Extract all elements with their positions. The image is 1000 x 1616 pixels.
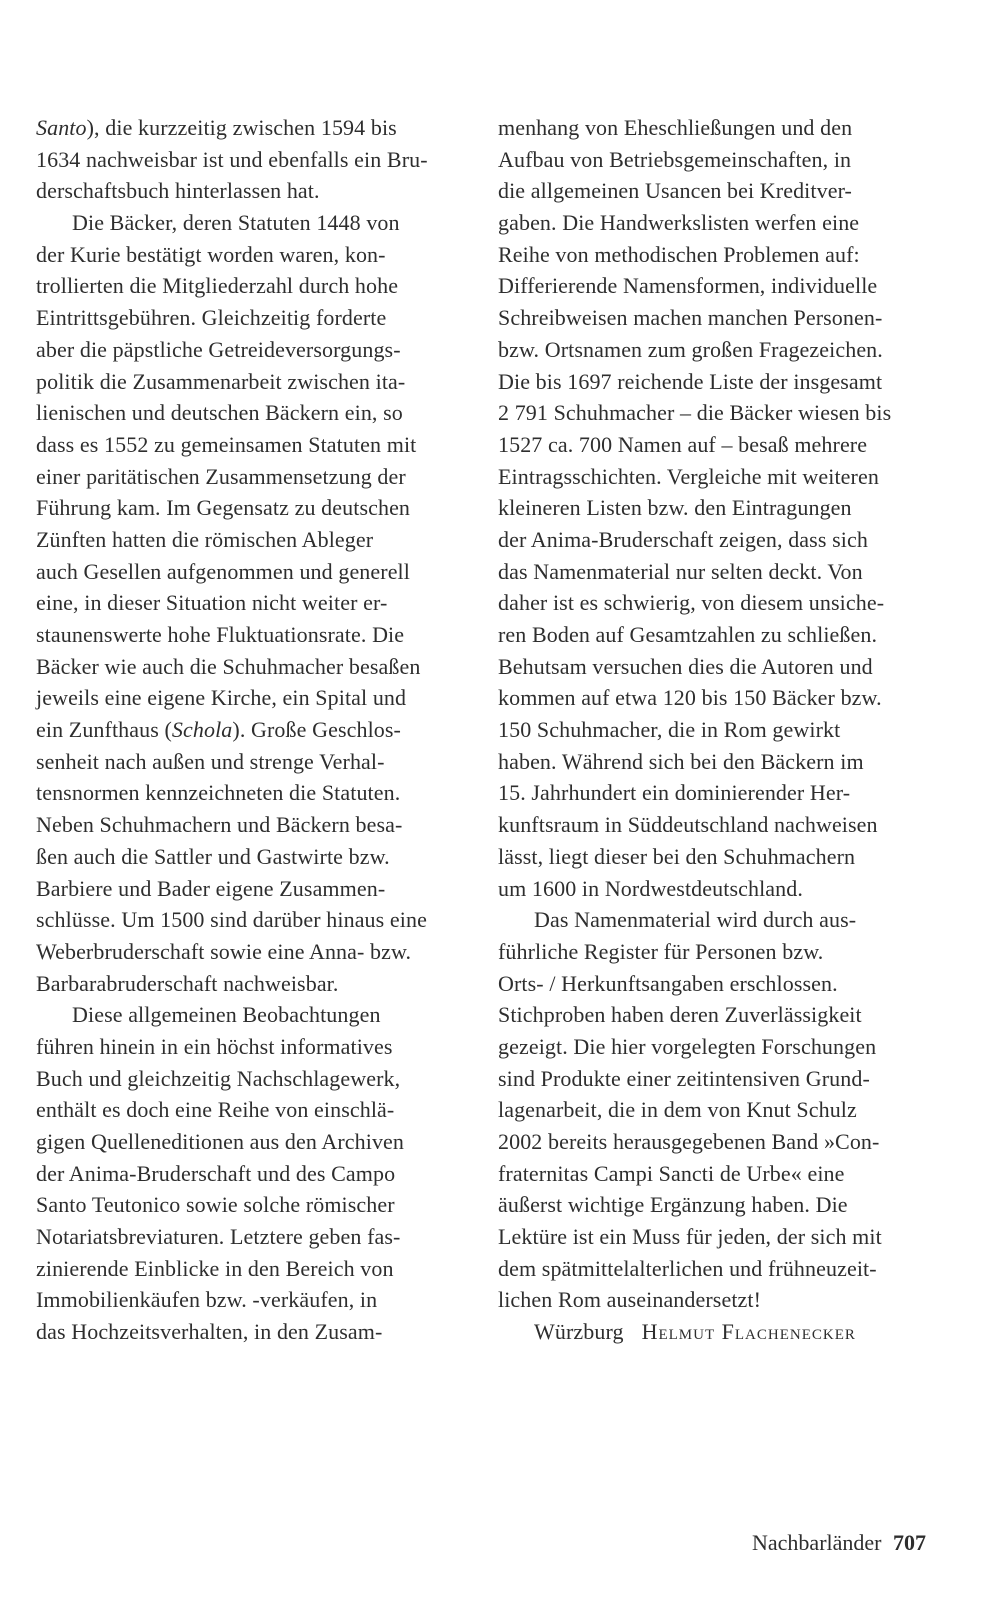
text-run: jeweils eine eigene Kirche, ein Spital und	[36, 685, 407, 711]
text-run: der Anima-Bruderschaft und des Campo	[36, 1160, 396, 1186]
text-line	[498, 334, 938, 366]
text-line	[36, 1094, 476, 1126]
text-run: Führung kam. Im Gegensatz zu deutschen	[36, 495, 411, 521]
text-run: senheit nach außen und strenge Verhal-	[36, 748, 385, 774]
text-run: lagenarbeit, die in dem von Knut Schulz	[498, 1097, 857, 1123]
text-run: gaben. Die Handwerkslisten werfen eine	[498, 210, 860, 236]
text-line	[498, 175, 938, 207]
running-head: Nachbarländer	[752, 1530, 882, 1555]
text-line	[498, 809, 938, 841]
text-run: sind Produkte einer zeitintensiven Grund-	[498, 1065, 870, 1091]
text-run: ein Zunfthaus (	[36, 717, 172, 743]
text-run: das Hochzeitsverhalten, in den Zusam-	[36, 1319, 383, 1345]
text-run: ). Große Geschlos-	[232, 717, 401, 743]
text-line	[36, 1063, 476, 1095]
text-run: Eintrittsgebühren. Gleichzeitig forderte	[36, 305, 387, 331]
text-run: lässt, liegt dieser bei den Schuhmachern	[498, 843, 856, 869]
text-line	[36, 270, 476, 302]
text-line	[36, 904, 476, 936]
text-run: Barbarabruderschaft nachweisbar.	[36, 970, 339, 996]
text-line	[36, 207, 476, 239]
text-run: führliche Register für Personen bzw.	[498, 938, 824, 964]
text-line	[36, 809, 476, 841]
text-run: die allgemeinen Usancen bei Kreditver-	[498, 178, 852, 204]
text-run: der Kurie bestätigt worden waren, kon-	[36, 241, 386, 267]
text-line	[498, 461, 938, 493]
text-run: ren Boden auf Gesamtzahlen zu schließen.	[498, 622, 878, 647]
text-line	[498, 492, 938, 524]
text-run: Das Namenmaterial wird durch aus-	[534, 907, 857, 933]
text-line	[498, 1284, 938, 1316]
text-line	[36, 112, 476, 144]
text-run: staunenswerte hohe Fluktuationsrate. Die	[36, 622, 405, 647]
text-line	[36, 144, 476, 176]
text-line	[36, 366, 476, 398]
text-line	[36, 651, 476, 683]
text-run: Bäcker wie auch die Schuhmacher besaßen	[36, 653, 421, 679]
text-run: trollierten die Mitgliederzahl durch hohe	[36, 273, 399, 299]
text-line	[498, 1158, 938, 1190]
text-run: kommen auf etwa 120 bis 150 Bäcker bzw.	[498, 685, 882, 711]
text-run: Die Bäcker, deren Statuten 1448 von	[72, 210, 400, 236]
italic-text: Schola	[171, 717, 233, 743]
text-line	[498, 429, 938, 461]
text-line	[498, 714, 938, 746]
signature-line	[498, 1316, 938, 1348]
text-run: kunftsraum in Süddeutschland nachweisen	[498, 812, 878, 838]
text-line	[36, 1284, 476, 1316]
text-run: Immobilienkäufen bzw. -verkäufen, in	[36, 1287, 378, 1313]
text-line	[36, 429, 476, 461]
text-line	[498, 1189, 938, 1221]
text-run: lichen Rom auseinandersetzt!	[498, 1287, 762, 1313]
right-column	[498, 112, 938, 1348]
text-line	[36, 461, 476, 493]
text-line	[36, 239, 476, 271]
text-line	[36, 587, 476, 619]
text-run: schlüsse. Um 1500 sind darüber hinaus eine	[36, 907, 427, 933]
text-line	[36, 619, 476, 651]
text-run: Schreibweisen machen manchen Personen-	[498, 305, 883, 331]
signature-author: Helmut Flachenecker	[641, 1319, 856, 1345]
text-line	[36, 746, 476, 778]
text-line	[498, 999, 938, 1031]
text-run: menhang von Eheschließungen und den	[498, 115, 853, 140]
text-line	[498, 397, 938, 429]
text-run: haben. Während sich bei den Bäckern im	[498, 748, 864, 774]
text-line	[498, 302, 938, 334]
text-line	[498, 1063, 938, 1095]
text-line	[498, 144, 938, 176]
text-run: daher ist es schwierig, von diesem unsiche-	[498, 590, 885, 616]
text-run: ßen auch die Sattler und Gastwirte bzw.	[36, 843, 390, 869]
text-run: 1527 ca. 700 Namen auf – besaß mehrere	[498, 431, 868, 457]
text-run: gezeigt. Die hier vorgelegten Forschungen	[498, 1033, 877, 1059]
text-run: 2 791 Schuhmacher – die Bäcker wiesen bis	[498, 400, 892, 426]
text-run: Buch und gleichzeitig Nachschlagewerk,	[36, 1065, 401, 1091]
text-line	[36, 1126, 476, 1158]
text-line	[36, 1316, 476, 1348]
text-run: Weberbruderschaft sowie eine Anna- bzw.	[36, 938, 412, 964]
text-run: lienischen und deutschen Bäckern ein, so	[36, 400, 403, 426]
text-line	[498, 556, 938, 588]
text-run: 1634 nachweisbar ist und ebenfalls ein Bru-	[36, 146, 428, 172]
text-run: der Anima-Bruderschaft zeigen, dass sich	[498, 526, 868, 552]
text-line	[36, 968, 476, 1000]
text-line	[498, 746, 938, 778]
text-line	[498, 1253, 938, 1285]
text-run: kleineren Listen bzw. den Eintragungen	[498, 495, 852, 521]
text-line	[498, 904, 938, 936]
text-run: enthält es doch eine Reihe von einschlä-	[36, 1097, 395, 1123]
text-line	[36, 999, 476, 1031]
text-run: Die bis 1697 reichende Liste der insgesamt	[498, 368, 883, 394]
text-run: dass es 1552 zu gemeinsamen Statuten mit	[36, 431, 417, 457]
text-run: zinierende Einblicke in den Bereich von	[36, 1255, 394, 1281]
text-run: derschaftsbuch hinterlassen hat.	[36, 178, 320, 204]
text-line	[498, 1094, 938, 1126]
text-run: politik die Zusammenarbeit zwischen ita-	[36, 368, 406, 394]
text-run: 2002 bereits herausgegebenen Band »Con-	[498, 1129, 880, 1154]
text-line	[36, 873, 476, 905]
text-run: Reihe von methodischen Problemen auf:	[498, 241, 860, 267]
text-run: tensnormen kennzeichneten die Statuten.	[36, 780, 401, 806]
text-line	[36, 714, 476, 746]
text-run: Barbiere und Bader eigene Zusammen-	[36, 875, 386, 901]
text-run: dem spätmittelalterlichen und frühneuzeit-	[498, 1255, 877, 1281]
text-line	[498, 1221, 938, 1253]
text-run: Santo Teutonico sowie solche römischer	[36, 1192, 395, 1218]
text-run: Behutsam versuchen dies die Autoren und	[498, 653, 873, 679]
text-line	[36, 1189, 476, 1221]
text-run: 150 Schuhmacher, die in Rom gewirkt	[498, 717, 841, 743]
text-line	[36, 1031, 476, 1063]
text-run: Orts- / Herkunftsangaben erschlossen.	[498, 970, 838, 996]
text-line	[498, 873, 938, 905]
text-run: Aufbau von Betriebsgemeinschaften, in	[498, 146, 852, 172]
text-run: Stichproben haben deren Zuverlässigkeit	[498, 1002, 862, 1028]
text-line	[498, 112, 938, 144]
signature-place: Würzburg	[534, 1319, 624, 1345]
text-run: Notariatsbreviaturen. Letztere geben fas-	[36, 1224, 401, 1250]
text-run: Lektüre ist ein Muss für jeden, der sich mit	[498, 1224, 882, 1250]
text-run: aber die päpstliche Getreideversorgungs-	[36, 336, 401, 362]
text-run: Eintragsschichten. Vergleiche mit weiteren	[498, 463, 879, 489]
text-line	[498, 619, 938, 651]
text-line	[36, 936, 476, 968]
text-line	[36, 524, 476, 556]
page-footer	[752, 1530, 926, 1556]
page-number: 707	[893, 1530, 926, 1555]
text-run: Differierende Namensformen, individuelle	[498, 273, 878, 299]
text-line	[498, 682, 938, 714]
text-run: führen hinein in ein höchst informatives	[36, 1033, 393, 1059]
text-run: Diese allgemeinen Beobachtungen	[72, 1002, 381, 1028]
text-run: Zünften hatten die römischen Ableger	[36, 526, 374, 552]
text-line	[36, 841, 476, 873]
text-line	[36, 175, 476, 207]
text-run: um 1600 in Nordwestdeutschland.	[498, 875, 803, 901]
text-run: einer paritätischen Zusammensetzung der	[36, 463, 406, 489]
text-run: fraternitas Campi Sancti de Urbe« eine	[498, 1160, 845, 1186]
text-line	[36, 1253, 476, 1285]
text-line	[498, 239, 938, 271]
text-line	[36, 397, 476, 429]
text-run: eine, in dieser Situation nicht weiter er-	[36, 590, 388, 616]
text-line	[498, 1031, 938, 1063]
text-line	[498, 651, 938, 683]
text-line	[498, 207, 938, 239]
text-line	[498, 841, 938, 873]
text-line	[498, 587, 938, 619]
text-run: bzw. Ortsnamen zum großen Fragezeichen.	[498, 336, 883, 362]
text-line	[498, 270, 938, 302]
text-run: 15. Jahrhundert ein dominierender Her-	[498, 780, 851, 806]
text-line	[36, 682, 476, 714]
text-line	[498, 1126, 938, 1158]
text-line	[498, 777, 938, 809]
text-run: äußerst wichtige Ergänzung haben. Die	[498, 1192, 848, 1218]
text-line	[36, 334, 476, 366]
text-run: auch Gesellen aufgenommen und generell	[36, 558, 410, 584]
text-run: Neben Schuhmachern und Bäckern besa-	[36, 812, 403, 838]
text-line	[36, 556, 476, 588]
text-line	[498, 366, 938, 398]
text-line	[36, 777, 476, 809]
text-line	[498, 524, 938, 556]
text-run: das Namenmaterial nur selten deckt. Von	[498, 558, 863, 584]
text-line	[36, 1158, 476, 1190]
text-line	[36, 492, 476, 524]
text-run: ), die kurzzeitig zwischen 1594 bis	[86, 115, 397, 140]
text-line	[36, 1221, 476, 1253]
text-line	[36, 302, 476, 334]
text-run: gigen Quelleneditionen aus den Archiven	[36, 1129, 405, 1154]
left-column	[36, 112, 476, 1348]
text-line	[498, 968, 938, 1000]
text-line	[498, 936, 938, 968]
italic-text: Santo	[36, 115, 87, 140]
